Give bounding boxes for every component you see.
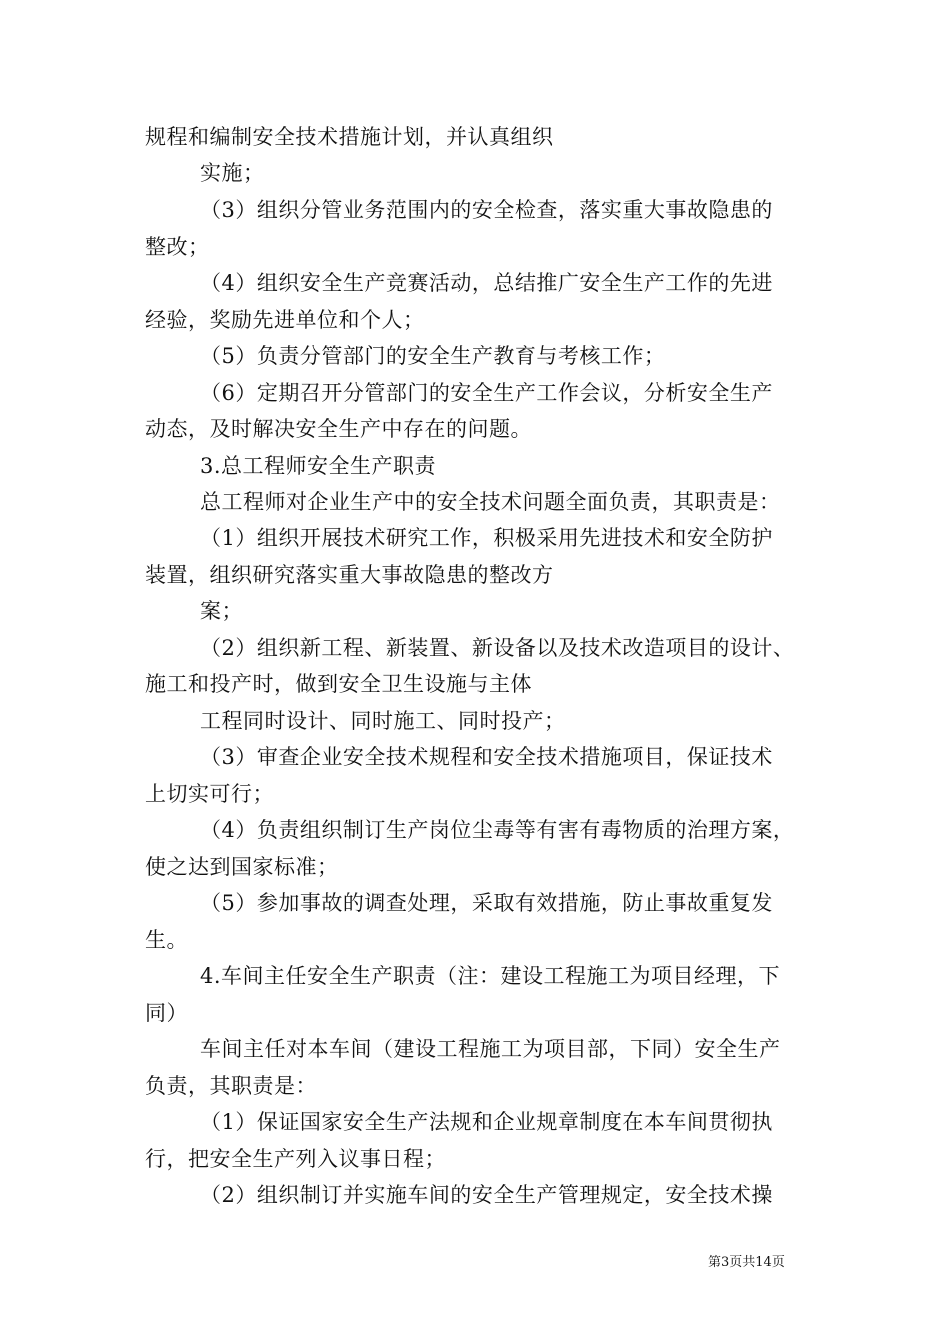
text-line: 经验，奖励先进单位和个人； [145, 308, 425, 332]
text-line: （1）组织开展技术研究工作，积极采用先进技术和安全防护 [200, 526, 773, 550]
text-line: 施工和投产时，做到安全卫生设施与主体 [145, 672, 532, 696]
text-line: 整改； [145, 235, 210, 259]
text-line: （5）负责分管部门的安全生产教育与考核工作； [200, 344, 666, 368]
text-line: 实施； [200, 161, 265, 185]
text-line: 同） [145, 1001, 188, 1025]
section-heading: 4.车间主任安全生产职责（注：建设工程施工为项目经理，下 [200, 964, 781, 988]
text-line: 总工程师对企业生产中的安全技术问题全面负责，其职责是： [200, 490, 781, 514]
text-line: （1）保证国家安全生产法规和企业规章制度在本车间贯彻执 [200, 1110, 773, 1134]
text-line: 车间主任对本车间（建设工程施工为项目部，下同）安全生产 [200, 1037, 781, 1061]
text-line: 装置，组织研究落实重大事故隐患的整改方 [145, 563, 554, 587]
text-line: （3）审查企业安全技术规程和安全技术措施项目，保证技术 [200, 745, 773, 769]
text-line: 规程和编制安全技术措施计划，并认真组织 [145, 125, 554, 149]
text-line: 生。 [145, 928, 188, 952]
text-line: （5）参加事故的调查处理，采取有效措施，防止事故重复发 [200, 891, 773, 915]
text-line: 负责，其职责是： [145, 1074, 317, 1098]
text-line: （2）组织制订并实施车间的安全生产管理规定，安全技术操 [200, 1183, 773, 1207]
text-line: （4）负责组织制订生产岗位尘毒等有害有毒物质的治理方案， [200, 818, 795, 842]
text-line: 工程同时设计、同时施工、同时投产； [200, 709, 566, 733]
text-line: （2）组织新工程、新装置、新设备以及技术改造项目的设计、 [200, 636, 795, 660]
text-line: 动态，及时解决安全生产中存在的问题。 [145, 417, 532, 441]
text-line: （6）定期召开分管部门的安全生产工作会议，分析安全生产 [200, 381, 773, 405]
text-line: （3）组织分管业务范围内的安全检查，落实重大事故隐患的 [200, 198, 773, 222]
text-line: 上切实可行； [145, 782, 274, 806]
text-line: 案； [200, 599, 243, 623]
text-line: 使之达到国家标准； [145, 855, 339, 879]
page-number: 第3页共14页 [708, 1255, 785, 1270]
text-line: 行，把安全生产列入议事日程； [145, 1147, 446, 1171]
section-heading: 3.总工程师安全生产职责 [200, 454, 437, 478]
text-line: （4）组织安全生产竞赛活动，总结推广安全生产工作的先进 [200, 271, 773, 295]
